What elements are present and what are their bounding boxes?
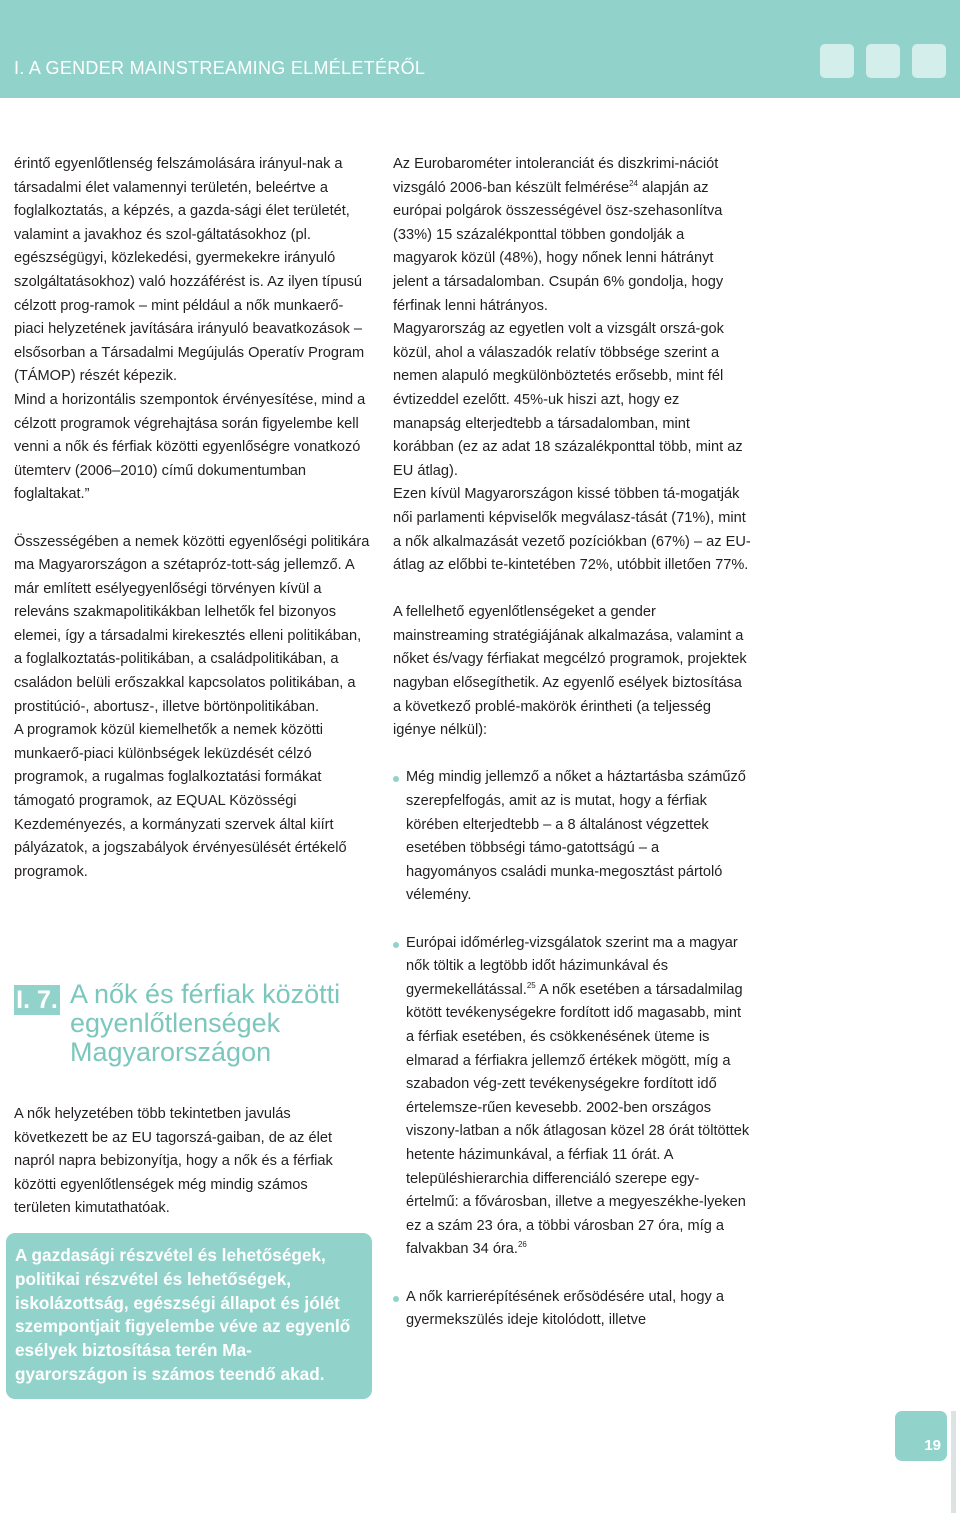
- paragraph: Az Eurobarométer intoleranciát és diszkrimi-nációt vizsgáló 2006-ban készült felmérése$^{24}$ alapján az európai polgárok összességével ösz-szehasonlítva (33%) 15 százalékponttal többen gondolják a magyarok közül (48%), hogy nőnek lenni hátrányt jelent a társadalomban. Csupán 6% gondolja, hogy férfinak lenni hátrányos.: [393, 156, 724, 314]
- paragraph: érintő egyenlőtlenség felszámolására irányul-nak a társadalmi élet valamennyi területén, beleértve a foglalkoztatás, a képzés, a gazda-sági élet területét, valamint a javakhoz és szol-gáltatásokhoz (pl. egészségügyi, közlekedési, gyermekekre irányuló szolgáltatásokhoz) való hozzáférést is. Az ilyen típusú célzott prog-ramok – mint például a nők munkaerő-piaci helyzetének javítására irányuló beavatkozások – elsősorban a Társadalmi Megújulás Operatív Program (TÁMOP) részét képezik.: [14, 156, 365, 385]
- left-column: [14, 153, 370, 884]
- right-column: [393, 153, 751, 1356]
- paragraph: Mind a horizontális szempontok érvényesítése, mind a célzott programok végrehajtása során figyelembe kell venni a nők és férfiak közötti egyenlőségre vonatkozó ütemterv (2006–2010) című dokumentumban foglaltakat.”: [14, 391, 366, 503]
- header-square: [820, 44, 854, 78]
- section-number: I. 7.: [14, 985, 60, 1015]
- paragraph: A programok közül kiemelhetők a nemek közötti munkaerő-piaci különbségek leküzdését célzó programok, a rugalmas foglalkoztatási formákat támogató programok, az EQUAL Közösségi Kezdeményezés, a kormányzati szervek által kiírt pályázatok, a jogszabályok érvényesülését értékelő programok.: [14, 722, 347, 880]
- paragraph: A nők helyzetében több tekintetben javulás következett be az EU tagorszá-gaiban, de az élet napról napra bebizonyítja, hogy a nők és a férfiak közötti egyenlőtlenségek még mindig számos területen kimutathatóak.: [14, 1106, 333, 1217]
- paragraph: Ezen kívül Magyarországon kissé többen tá-mogatják női parlamenti képviselők megválasz-tását (71%), mint a nők alkalmazását vezető pozíciókban (67%) – az EU-átlag az előbbi te-kintetében 72%, utóbbit illetően 77%.: [393, 486, 751, 574]
- chapter-title: I. A GENDER MAINSTREAMING ELMÉLETÉRŐL: [14, 58, 426, 78]
- highlight-callout: [6, 1233, 372, 1399]
- section-intro: [14, 1103, 364, 1221]
- header-square: [866, 44, 900, 78]
- page-edge-strip: [951, 1411, 956, 1513]
- paragraph: Magyarország az egyetlen volt a vizsgált orszá-gok közül, ahol a válaszadók relatív többsége szerint a nemen alapuló megkülönböztetés erősebb, mint fél évtizeddel ezelőtt. 45%-uk hiszi azt, hogy ez manapság elterjedtebb a társadalomban, mint korábban (ez az adat 18 százalékponttal több, mint az EU átlag).: [393, 321, 743, 479]
- page-number: 19: [895, 1411, 947, 1461]
- paragraph: Összességében a nemek közötti egyenlőségi politikára ma Magyarországon a szétapróz-tott-ság jellemző. A már említett esélyegyenlőségi törvényen kívül a releváns szakmapolitikákban lelhetők fel bizonyos elemei, így a társadalmi kirekesztés elleni politikában, a foglalkoztatás-politikában, a családpolitikában, a családon belüli erőszakkal kapcsolatos politikában, a prostitúció-, abortusz-, illetve börtönpolitikában.: [14, 533, 370, 715]
- header-square: [912, 44, 946, 78]
- paragraph: A fellelhető egyenlőtlenségeket a gender mainstreaming stratégiájának alkalmazása, valamint a nőket és/vagy férfiakat megcélzó programok, projektek nagyban elősegíthetik. Az egyenlő esélyek biztosítása a következő problé-makörök érintheti (a teljesség igénye nélkül):: [393, 604, 747, 739]
- bullet-dot-icon: [393, 942, 399, 948]
- footnote-ref: 24: [629, 178, 638, 188]
- footnote-ref: 26: [517, 1240, 527, 1250]
- list-item: A nők karrierépítésének erősödésére utal, hogy a gyermekszülés ideje kitolódott, illetve: [393, 1286, 751, 1333]
- callout-text: A gazdasági részvétel és lehetőségek, politikai részvétel és lehetőségek, iskolázottság, egészségi állapot és jólét szempontjait figyelembe véve az egyenlő esélyek biztosítása terén Ma-gyarországon is számos teendő akad.: [15, 1245, 351, 1384]
- list-item: Még mindig jellemző a nőket a háztartásba száműző szerepfelfogás, amit az is mutat, hogy a férfiak körében elterjedtebb – a 8 általánost végzettek esetében többségi támo-gatottságú – a hagyományos családi munka-megosztást pártoló vélemény.: [393, 766, 751, 908]
- footnote-ref: 25: [526, 980, 536, 990]
- bullet-dot-icon: [393, 1296, 399, 1302]
- list-item: Európai időmérleg-vizsgálatok szerint ma a magyar nők töltik a legtöbb időt házimunkával és gyermekellátással.$^{25}$ A nők esetében a társadalmilag kötött tevékenységekre fordított idő magasabb, mint a férfiak esetében, és csökkenésének üteme is elmarad a férfiakra jellemző értékek mögött, míg a szabadon vég-zett tevékenységekre fordított idő értelemsze-rűen kevesebb. 2002-ben országos viszony-latban a nők átlagosan közel 28 órát töltöttek hetente házimunkával, a férfiak 11 órát. A településhierarchia differenciáló szerepe egy-értelmű: a fővárosban, illetve a megyeszékhe-lyeken ez a szám 23 óra, a többi városban 27 óra, míg a falvakban 34 óra.$^{26}$: [393, 932, 751, 1262]
- chapter-header: [0, 0, 960, 98]
- bullet-dot-icon: [393, 776, 399, 782]
- bullet-list: [393, 766, 751, 1332]
- section-title: A nők és férfiak közötti egyenlőtlenségek Magyarországon: [70, 979, 341, 1067]
